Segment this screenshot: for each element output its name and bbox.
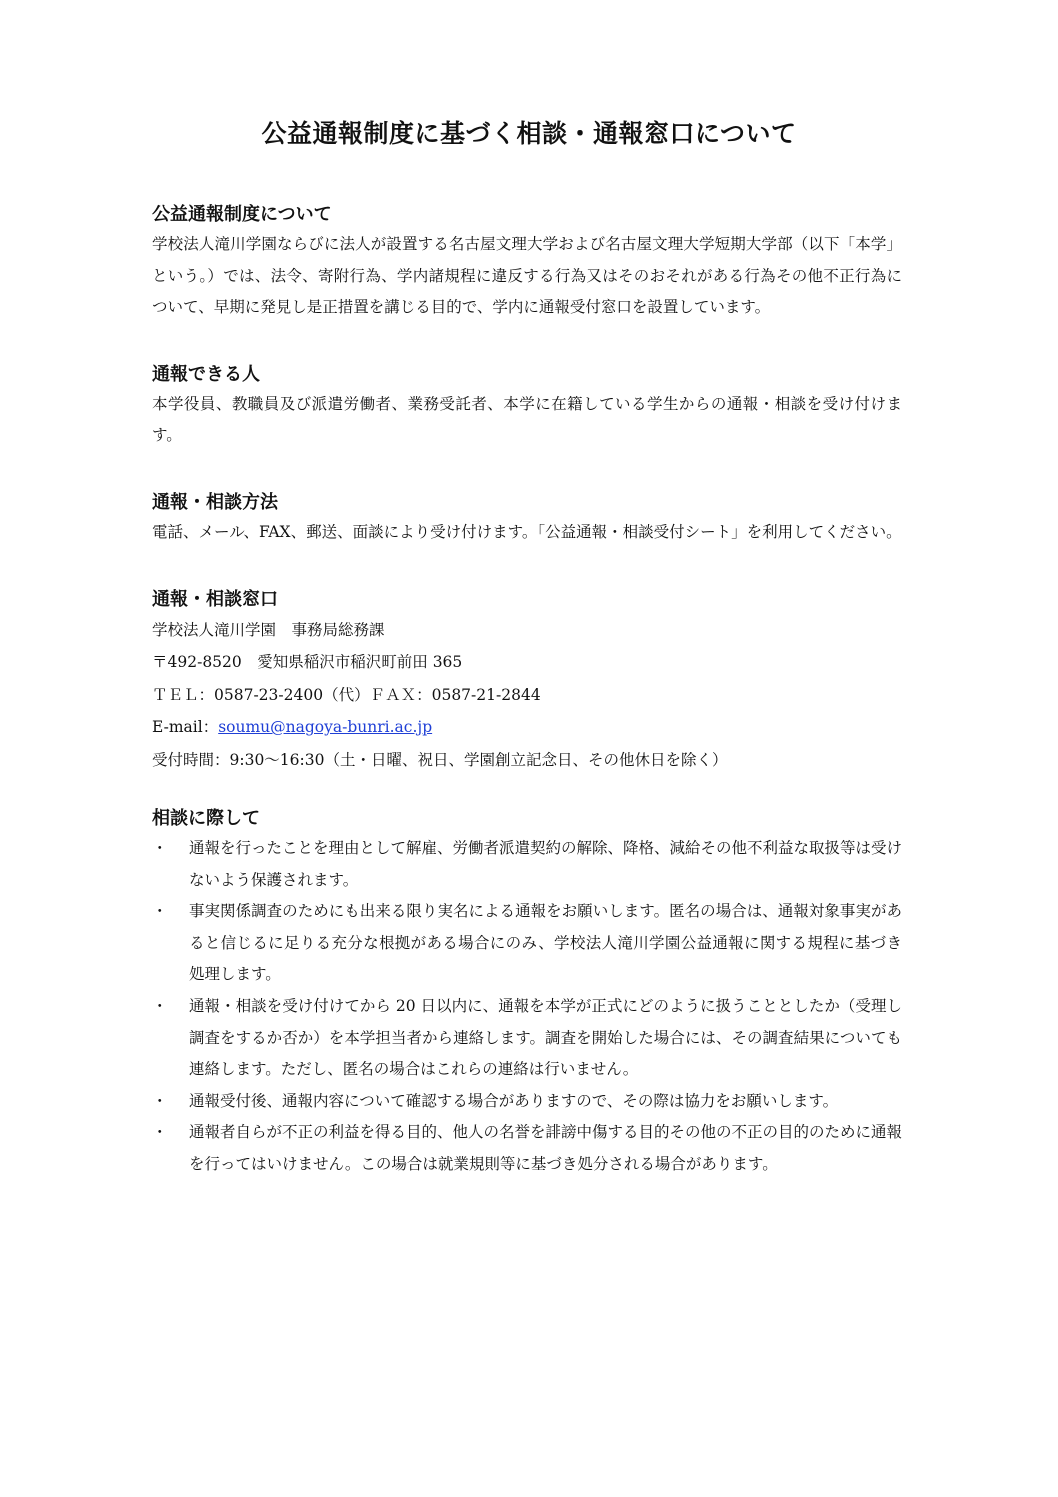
section-method <box>152 488 902 549</box>
list-item-text: 通報を行ったことを理由として解雇、労働者派遣契約の解除、降格、減給その他不利益な取扱等は受けないよう保護されます。 <box>189 839 903 889</box>
bullet-marker: ・ <box>152 839 168 858</box>
bullet-marker: ・ <box>152 1091 168 1110</box>
document-body <box>152 200 902 1181</box>
section-heading-method: 通報・相談方法 <box>152 491 278 513</box>
contact-email-link[interactable]: soumu@nagoya-bunri.ac.jp <box>218 718 433 737</box>
section-notes <box>152 804 902 1181</box>
section-text-about: 学校法人滝川学園ならびに法人が設置する名古屋文理大学および名古屋文理大学短期大学部（以下「本学」という。）では、法令、寄附行為、学内諸規程に違反する行為又はそのおそれがある行為その他不正行為について、早期に発見し是正措置を講じる目的で、学内に通報受付窓口を設置しています。 <box>152 235 902 317</box>
section-heading-about: 公益通報制度について <box>152 204 332 225</box>
contact-hours: 受付時間：9:30～16:30（土・日曜、祝日、学園創立記念日、その他休日を除く） <box>152 750 728 769</box>
section-about <box>152 200 902 324</box>
list-item-text: 事実関係調査のためにも出来る限り実名による通報をお願いします。匿名の場合は、通報対象事実があると信じるに足りる充分な根拠がある場合にのみ、学校法人滝川学園公益通報に関する規程に基づき処理します。 <box>189 902 902 984</box>
list-item <box>152 1117 902 1180</box>
list-item <box>152 991 902 1086</box>
section-heading-who: 通報できる人 <box>152 363 260 385</box>
list-item <box>152 896 902 991</box>
notes-list <box>152 833 902 1181</box>
contact-email-row <box>152 711 902 744</box>
contact-organization: 学校法人滝川学園 事務局総務課 <box>152 620 385 639</box>
document-title: 公益通報制度に基づく相談・通報窓口について <box>261 119 797 148</box>
section-text-method: 電話、メール、FAX、郵送、面談により受け付けます。「公益通報・相談受付シート」を利用してください。 <box>152 522 902 541</box>
bullet-marker: ・ <box>152 902 168 921</box>
contact-phone-fax: ＴＥＬ：0587-23-2400（代）ＦＡＸ：0587-21-2844 <box>152 685 541 704</box>
list-item-text: 通報受付後、通報内容について確認する場合がありますので、その際は協力をお願いします。 <box>189 1091 839 1110</box>
contact-email-label: E-mail： <box>152 718 219 737</box>
section-contact <box>152 585 902 777</box>
bullet-marker: ・ <box>152 997 168 1016</box>
section-who <box>152 360 902 452</box>
contact-details <box>152 614 902 777</box>
contact-address: 〒492-8520 愛知県稲沢市稲沢町前田 365 <box>152 653 463 672</box>
list-item <box>152 1086 902 1118</box>
bullet-marker: ・ <box>152 1123 168 1142</box>
section-heading-contact: 通報・相談窓口 <box>152 588 278 610</box>
list-item <box>152 833 902 896</box>
section-heading-notes: 相談に際して <box>152 808 260 830</box>
list-item-text: 通報者自らが不正の利益を得る目的、他人の名誉を誹謗中傷する目的その他の不正の目的のために通報を行ってはいけません。この場合は就業規則等に基づき処分される場合があります。 <box>189 1123 903 1173</box>
list-item-text: 通報・相談を受け付けてから 20 日以内に、通報を本学が正式にどのように扱うこととしたか（受理し調査をするか否か）を本学担当者から連絡します。調査を開始した場合には、その調査結果についても連絡します。ただし、匿名の場合はこれらの連絡は行いません。 <box>189 997 902 1079</box>
section-text-who: 本学役員、教職員及び派遣労働者、業務受託者、本学に在籍している学生からの通報・相談を受け付けます。 <box>152 394 902 445</box>
